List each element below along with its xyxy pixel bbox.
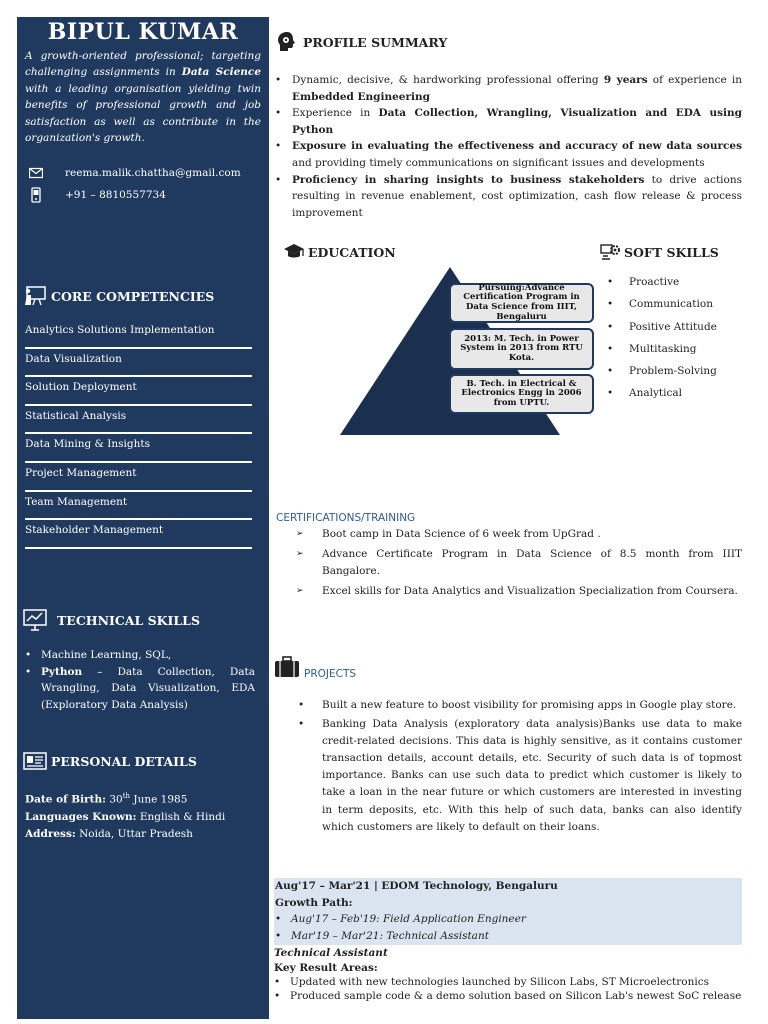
certification-item: ➢ Advance Certificate Program in Data Science of 8.5 month from IIIT Bangalore. bbox=[296, 546, 742, 579]
sidebar bbox=[17, 17, 269, 1019]
technical-skills-heading: TECHNICAL SKILLS bbox=[23, 609, 200, 631]
career-objective: A growth-oriented professional; targeting challenging assignments in Data Science with a leading organisation yielding twin benefits of professional growth and job satisfaction as well as contribute in the organization's growth. bbox=[25, 50, 261, 145]
competency-item: Solution Deployment bbox=[25, 377, 252, 406]
core-competencies-heading: CORE COMPETENCIES bbox=[23, 285, 214, 307]
role-title: Technical Assistant bbox=[274, 947, 388, 959]
languages-row: Languages Known: English & Hindi bbox=[25, 810, 226, 823]
soft-skills-heading: SOFT SKILLS bbox=[599, 241, 719, 263]
email-row bbox=[29, 167, 241, 179]
envelope-icon bbox=[29, 167, 43, 179]
kra-list bbox=[274, 975, 742, 1003]
education-heading: EDUCATION bbox=[283, 241, 396, 263]
project-item: • Banking Data Analysis (exploratory data analysis)Banks use data to make credit-related decisions. This data is highly sensitive, as it contains customer transaction details, account details, etc. Security of such data is of topmost importance. Banks can use such data to predict which customer is likely to take a loan in the near future or which customers are interested in investing in term deposits, etc. With this help of such data, banks can also identify which customers are likely to default on their loans. bbox=[296, 716, 742, 836]
presentation-board-icon bbox=[23, 285, 47, 307]
competency-item: Statistical Analysis bbox=[25, 406, 252, 435]
competency-item: Data Visualization bbox=[25, 349, 252, 378]
phone-text: +91 – 8810557734 bbox=[65, 189, 166, 201]
profile-summary-heading: PROFILE SUMMARY bbox=[276, 31, 447, 53]
kra-item: • Updated with new technologies launched by Silicon Labs, ST Microelectronics bbox=[274, 975, 742, 989]
certifications-list bbox=[296, 526, 742, 603]
soft-skill-item: • Multitasking bbox=[605, 338, 717, 360]
profile-summary-list bbox=[275, 72, 742, 221]
profile-item: • Dynamic, decisive, & hardworking professional offering 9 years of experience in Embedded Engineering bbox=[275, 72, 742, 105]
chart-board-icon bbox=[23, 609, 47, 631]
growth-path-item: • Mar'19 – Mar'21: Technical Assistant bbox=[275, 928, 742, 945]
address-row: Address: Noida, Uttar Pradesh bbox=[25, 827, 193, 840]
education-item: 2013: M. Tech. in Power System in 2013 from RTU Kota. bbox=[449, 328, 594, 370]
kra-item: • Produced sample code & a demo solution based on Silicon Lab's newest SoC release bbox=[274, 989, 742, 1003]
competencies-list bbox=[25, 320, 252, 549]
education-item: B. Tech. in Electrical & Electronics Engg in 2006 from UPTU. bbox=[449, 374, 594, 414]
certification-item: ➢ Boot camp in Data Science of 6 week from UpGrad . bbox=[296, 526, 742, 542]
project-item: • Built a new feature to boost visibility for promising apps in Google play store. bbox=[296, 697, 742, 714]
tech-skill-item: • Machine Learning, SQL, bbox=[25, 647, 255, 664]
dob-row: Date of Birth: 30th June 1985 bbox=[25, 792, 188, 806]
phone-row bbox=[29, 187, 166, 203]
soft-skill-item: • Proactive bbox=[605, 271, 717, 293]
candidate-name: BIPUL KUMAR bbox=[47, 19, 239, 45]
profile-item: • Proficiency in sharing insights to business stakeholders to drive actions resulting in revenue enablement, cost optimization, cash flow release & process improvement bbox=[275, 172, 742, 222]
graduation-cap-icon bbox=[283, 241, 305, 263]
kra-label: Key Result Areas: bbox=[274, 961, 378, 974]
briefcase-icon bbox=[274, 656, 300, 678]
people-gear-icon bbox=[599, 241, 621, 263]
head-gears-icon bbox=[276, 31, 298, 53]
personal-details bbox=[25, 788, 225, 843]
soft-skill-item: • Communication bbox=[605, 293, 717, 315]
profile-item: • Exposure in evaluating the effectiveness and accuracy of new data sources and providing timely communications on significant issues and developments bbox=[275, 138, 742, 171]
profile-item: • Experience in Data Collection, Wrangling, Visualization and EDA using Python bbox=[275, 105, 742, 138]
mobile-phone-icon bbox=[29, 187, 43, 203]
certifications-heading: CERTIFICATIONS/TRAINING bbox=[276, 512, 416, 524]
growth-path-list bbox=[275, 911, 742, 945]
competency-item: Project Management bbox=[25, 463, 252, 492]
projects-heading: PROJECTS bbox=[304, 668, 357, 680]
certification-item: ➢ Excel skills for Data Analytics and Visualization Specialization from Coursera. bbox=[296, 583, 742, 599]
projects-list bbox=[296, 697, 742, 838]
tech-skill-item: • Python – Data Collection, Data Wrangling, Data Visualization, EDA (Exploratory Data Analysis) bbox=[25, 664, 255, 714]
soft-skill-item: • Positive Attitude bbox=[605, 316, 717, 338]
experience-section bbox=[274, 878, 742, 1003]
soft-skill-item: • Problem-Solving bbox=[605, 360, 717, 382]
id-card-icon bbox=[23, 750, 47, 772]
email-text[interactable]: reema.malik.chattha@gmail.com bbox=[65, 167, 241, 179]
company-line: Aug'17 – Mar'21 | EDOM Technology, Bengaluru bbox=[275, 880, 558, 892]
personal-details-heading: PERSONAL DETAILS bbox=[23, 750, 197, 772]
growth-path-label: Growth Path: bbox=[275, 896, 353, 909]
competency-item: Team Management bbox=[25, 492, 252, 521]
soft-skill-item: • Analytical bbox=[605, 382, 717, 404]
technical-skills-list bbox=[25, 647, 255, 713]
soft-skills-list bbox=[605, 271, 717, 405]
experience-header-band bbox=[274, 878, 742, 945]
growth-path-item: • Aug'17 – Feb'19: Field Application Engineer bbox=[275, 911, 742, 928]
competency-item: Stakeholder Management bbox=[25, 520, 252, 549]
competency-item: Analytics Solutions Implementation bbox=[25, 320, 252, 349]
competency-item: Data Mining & Insights bbox=[25, 434, 252, 463]
education-item: Pursuing:Advance Certification Program in Data Science from IIIT, Bengaluru bbox=[449, 283, 594, 323]
